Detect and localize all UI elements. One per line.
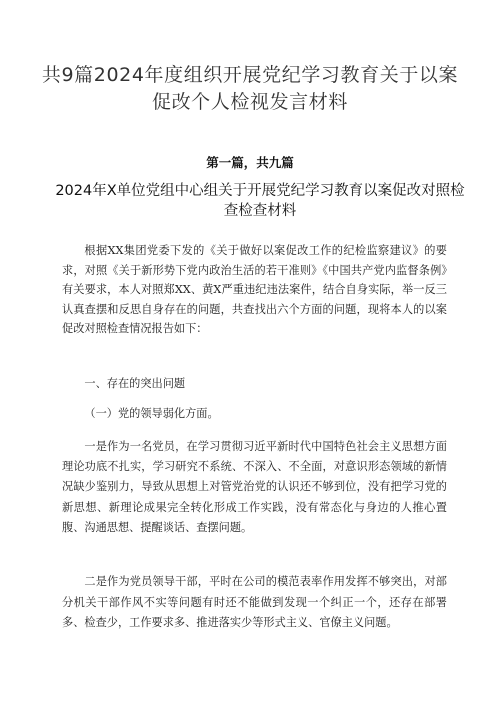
subsection-heading: （一）党的领导弱化方面。 xyxy=(84,407,219,420)
chapter-label: 第一篇，共九篇 xyxy=(206,155,294,170)
document-title: 共9篇2024年度组织开展党纪学习教育关于以案促改个人检视发言材料 xyxy=(41,64,459,113)
section-heading: 一、存在的突出问题 xyxy=(84,377,186,390)
body-paragraph-item-1: 一是作为一名党员，在学习贯彻习近平新时代中国特色社会主义思想方面理论功底不扎实，学习研究不系统、不深入、不全面，对意识形态领域的新情况缺少鉴别力，导致从思想上对管党治党的认识还不够到位，没有把学习党的新思想、新理论成果完全转化形成工作实践，没有常态化与身边的人推心置腹、沟通思想、提醒谈话、查摆问题。 xyxy=(62,440,447,534)
body-paragraph-item-2: 二是作为党员领导干部，平时在公司的模范表率作用发挥不够突出，对部分机关干部作风不实等问题有时还不能做到发现一个纠正一个，还存在部署多、检查少，工作要求多、推进落实少等形式主义、官僚主义问题。 xyxy=(62,575,447,629)
intro-paragraph: 根据XX集团党委下发的《关于做好以案促改工作的纪检监察建议》的要求，对照《关于新形势下党内政治生活的若干准则》《中国共产党内监督条例》有关要求，本人对照郑XX、黄X严重违纪违法案件，结合自身实际，举一反三认真查摆和反思自身存在的问题，共查找出六个方面的问题，现将本人的以案促改对照检查情况报告如下： xyxy=(62,244,447,335)
section-subtitle: 2024年X单位党组中心组关于开展党纪学习教育以案促改对照检查检查材料 xyxy=(55,183,465,219)
